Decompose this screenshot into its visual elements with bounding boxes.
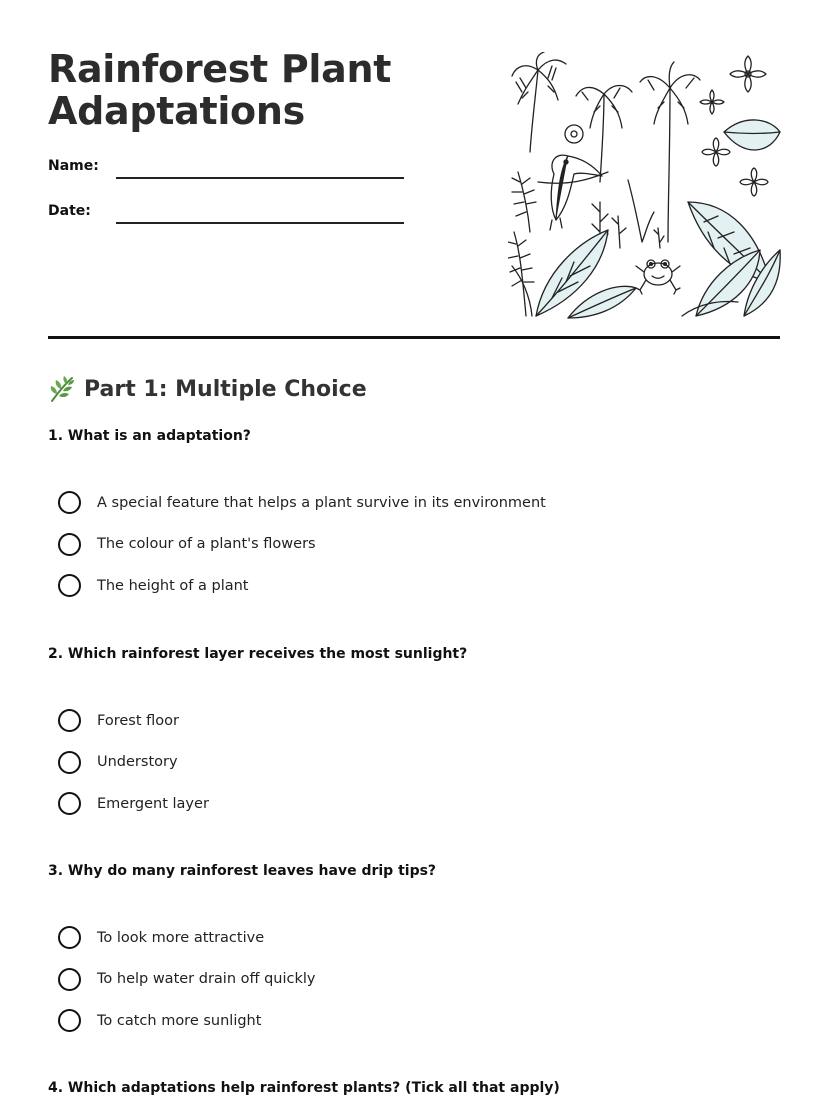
option-label: Forest floor [97, 712, 179, 729]
answer-option[interactable] [48, 700, 467, 742]
header-divider [48, 336, 780, 339]
answer-options [48, 700, 467, 825]
part1-heading-text: Part 1: Multiple Choice [84, 376, 367, 402]
option-label: The colour of a plant's flowers [97, 536, 316, 553]
radio-button[interactable] [58, 926, 81, 949]
answer-option[interactable] [48, 783, 467, 825]
radio-button[interactable] [58, 491, 81, 514]
question-text: 2. Which rainforest layer receives the most sunlight? [48, 646, 468, 662]
radio-button[interactable] [58, 792, 81, 815]
date-line[interactable] [116, 222, 404, 224]
worksheet-title: Rainforest Plant Adaptations [48, 47, 392, 133]
option-label: To help water drain off quickly [97, 971, 316, 988]
date-label: Date: [48, 203, 91, 219]
name-label: Name: [48, 158, 99, 174]
question-text: 3. Why do many rainforest leaves have drip tips? [48, 863, 437, 879]
option-label: Emergent layer [97, 795, 209, 812]
answer-options [48, 482, 546, 607]
option-label: The height of a plant [97, 577, 249, 594]
radio-button[interactable] [58, 1009, 81, 1032]
question-4 [48, 1080, 560, 1100]
name-field [48, 158, 488, 203]
part1-heading [48, 372, 780, 406]
answer-option[interactable] [48, 917, 436, 959]
question-3 [48, 863, 436, 1042]
answer-option[interactable] [48, 565, 546, 607]
answer-option[interactable] [48, 959, 436, 1001]
question-1 [48, 428, 546, 607]
option-label: A special feature that helps a plant survive in its environment [97, 494, 546, 511]
answer-option[interactable] [48, 742, 467, 784]
radio-button[interactable] [58, 574, 81, 597]
leaf-sprig-icon [48, 375, 76, 403]
part1-section [48, 372, 780, 1096]
radio-button[interactable] [58, 751, 81, 774]
radio-button[interactable] [58, 968, 81, 991]
date-field [48, 203, 488, 248]
rainforest-illustration [508, 52, 782, 322]
question-text: 4. Which adaptations help rainforest plants? (Tick all that apply) [48, 1080, 560, 1096]
answer-option[interactable] [48, 482, 546, 524]
answer-option[interactable] [48, 1000, 436, 1042]
radio-button[interactable] [58, 533, 81, 556]
radio-button[interactable] [58, 709, 81, 732]
option-label: Understory [97, 754, 178, 771]
worksheet-header [48, 48, 488, 248]
question-2 [48, 646, 467, 825]
answer-options [48, 917, 436, 1042]
question-text: 1. What is an adaptation? [48, 428, 251, 444]
option-label: To look more attractive [97, 929, 265, 946]
answer-option[interactable] [48, 524, 546, 566]
option-label: To catch more sunlight [97, 1012, 262, 1029]
name-line[interactable] [116, 177, 404, 179]
